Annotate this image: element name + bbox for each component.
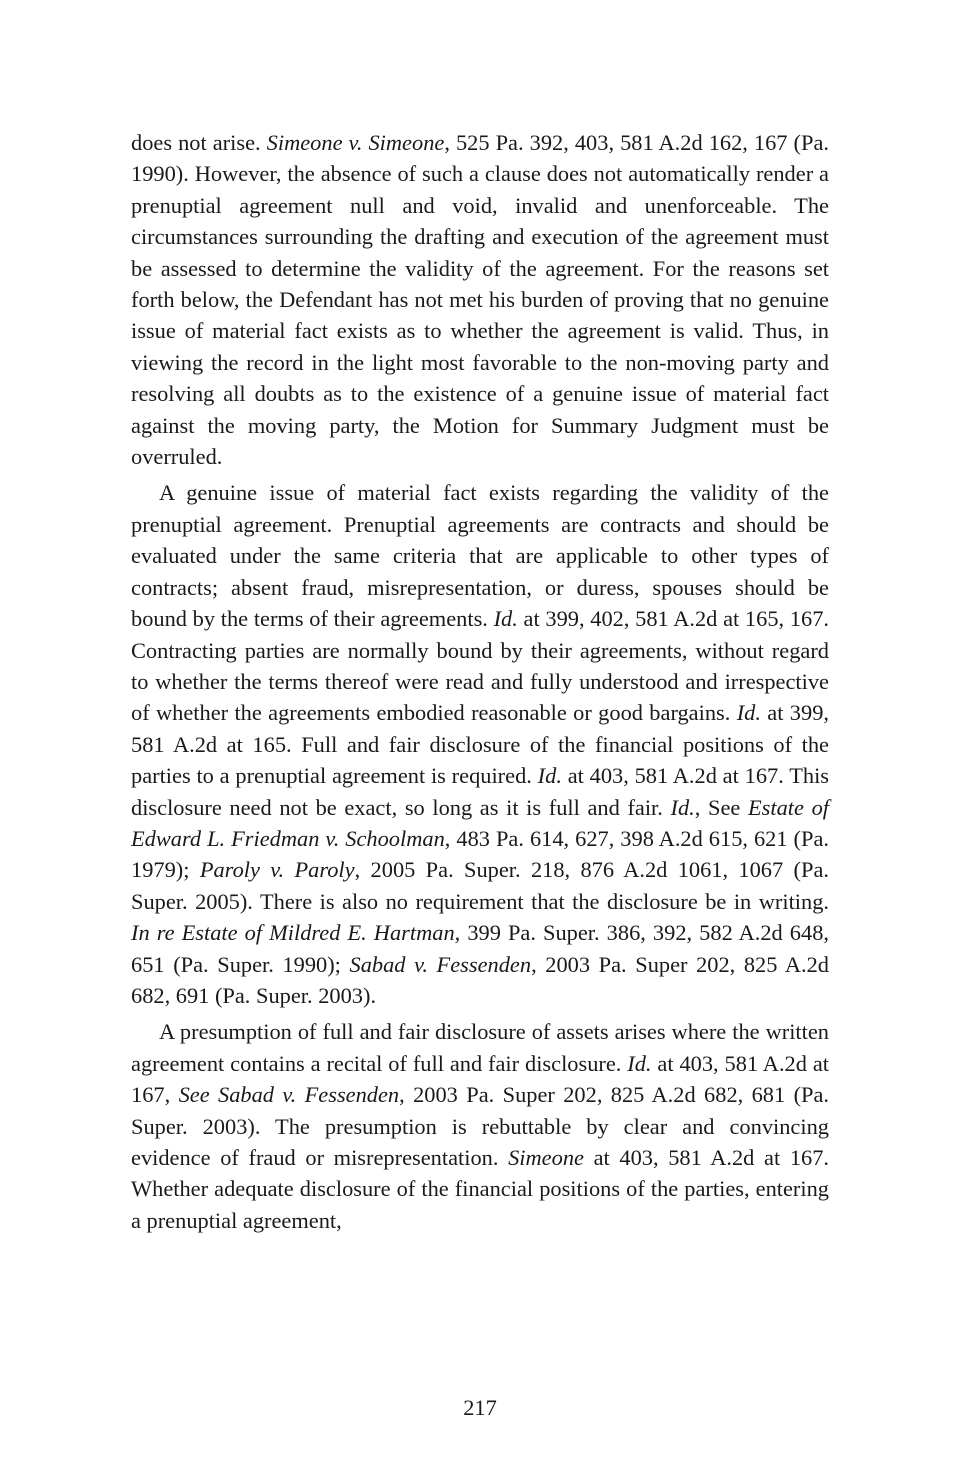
- p2-text-5: , See: [694, 794, 748, 820]
- citation-id: Id.: [627, 1050, 652, 1076]
- p1-text-1: does not arise.: [131, 130, 267, 155]
- p2-text-6: , 483 Pa. 614, 627, 398 A.2d 615, 621 (Pa. 1979);: [131, 825, 830, 883]
- p3-text-4: at 403, 581 A.2d at 167. Whether adequate disclosure of the financial positions of the parties, entering a prenuptial agreement,: [131, 1145, 829, 1233]
- p1-text-2: , 525 Pa. 392, 403, 581 A.2d 162, 167 (Pa. 1990). However, the absence of such a clause does not automatically render a prenuptial agreement null and void, invalid and unenforceable. The circumstances surrounding the drafting and execution of the agreement must be assessed to determine the validity of the agreement. For the reasons set forth below, the Defendant has not met his burden of proving that no genuine issue of material fact exists as to whether the agreement is valid. Thus, in viewing the record in the light most favorable to the non-moving party and resolving all doubts as to the existence of a genuine issue of material fact against the moving party, the Motion for Summary Judgment must be overruled.: [131, 130, 829, 470]
- citation-id: Id.: [670, 794, 695, 820]
- case-citation-sabad: Sabad v. Fessenden: [349, 951, 532, 977]
- case-citation-hartman: In re Estate of Mildred E. Hartman: [131, 920, 455, 946]
- case-citation-sabad: See Sabad v. Fessenden: [178, 1082, 400, 1108]
- p2-text-9: , 2003 Pa. Super 202, 825 A.2d 682, 691 (Pa. Super. 2003).: [131, 951, 829, 1008]
- case-citation-simeone: Simeone: [508, 1145, 584, 1170]
- p2-text-2: at 399, 402, 581 A.2d at 165, 167. Contracting parties are normally bound by their agreements, without regard to whether the terms thereof were read and fully understood and irrespective of whether the agreements embodied reasonable or good bargains.: [131, 606, 829, 726]
- p2-text-7: , 2005 Pa. Super. 218, 876 A.2d 1061, 1067 (Pa. Super. 2005). There is also no requirement that the disclosure be in writing.: [131, 857, 829, 914]
- page-number: 217: [463, 1395, 497, 1420]
- citation-id: Id.: [736, 700, 761, 726]
- case-citation-paroly: Paroly v. Paroly: [199, 857, 355, 883]
- p2-text-1: A genuine issue of material fact exists regarding the validity of the prenuptial agreement. Prenuptial agreements are contracts and should be evaluated under the same criteria that are applicable to other types of contracts; absent fraud, misrepresentation, or duress, spouses should be bound by the terms of their agreements.: [131, 480, 829, 632]
- paragraph-2: [131, 477, 829, 1011]
- case-citation-simeone: Simeone v. Simeone: [266, 130, 445, 155]
- p3-text-1: A presumption of full and fair disclosure of assets arises where the written agreement contains a recital of full and fair disclosure.: [131, 1019, 829, 1076]
- paragraph-1: [131, 127, 829, 472]
- citation-id: Id.: [493, 606, 518, 632]
- p2-text-4: at 403, 581 A.2d at 167. This disclosure need not be exact, so long as it is full and fair.: [131, 763, 829, 820]
- paragraph-3: [131, 1016, 829, 1236]
- p3-text-3: , 2003 Pa. Super 202, 825 A.2d 682, 681 (Pa. Super. 2003). The presumption is rebuttable by clear and convincing evidence of fraud or misrepresentation.: [131, 1082, 830, 1170]
- p2-text-8: , 399 Pa. Super. 386, 392, 582 A.2d 648, 651 (Pa. Super. 1990);: [131, 920, 829, 977]
- document-body: [131, 127, 829, 1236]
- case-citation-friedman: Estate of Edward L. Friedman v. Schoolman: [131, 794, 829, 851]
- citation-id: Id.: [537, 763, 562, 789]
- p3-text-2: at 403, 581 A.2d at 167,: [131, 1050, 829, 1108]
- p2-text-3: at 399, 581 A.2d at 165. Full and fair disclosure of the financial positions of the parties to a prenuptial agreement is required.: [131, 700, 829, 789]
